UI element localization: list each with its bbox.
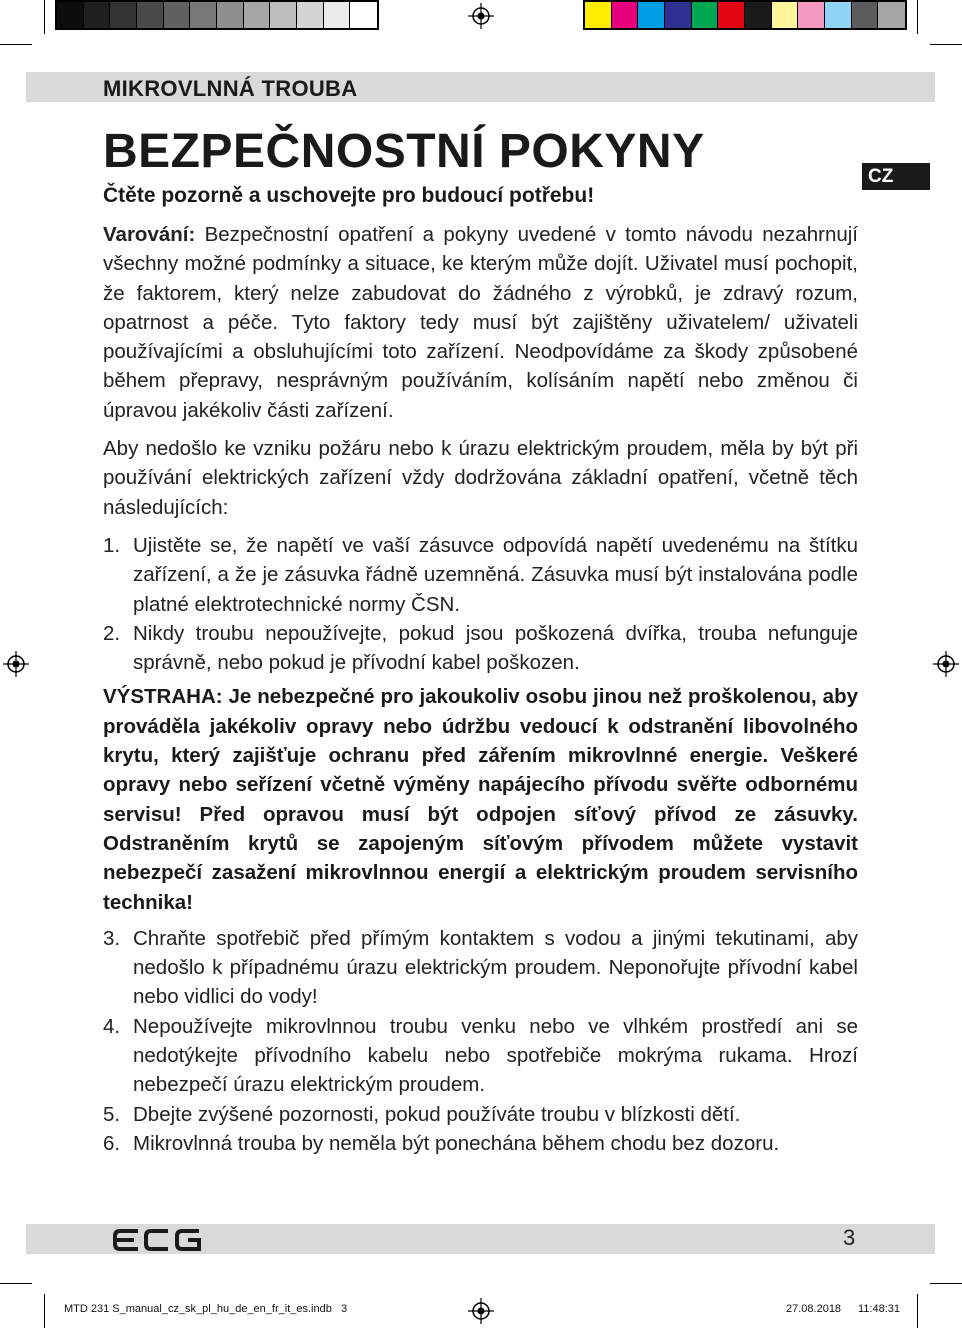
- list-item-text: Nepoužívejte mikrovlnnou troubu venku nebo ve vlhkém prostředí ani se nedotýkejte přívodního kabelu nebo spotřebiče mokrýma rukama. Hrozí nebezpečí úrazu elektrickým proudem.: [133, 1014, 858, 1097]
- color-swatch: [612, 2, 639, 28]
- process-color-bar: [583, 0, 907, 30]
- color-swatch: [190, 2, 217, 28]
- list-item-number: 5.: [103, 1102, 121, 1126]
- list-item: [103, 619, 858, 678]
- color-swatch: [745, 2, 772, 28]
- crop-mark: [0, 1283, 32, 1284]
- warning-paragraph: [103, 220, 858, 425]
- safety-list-a: [103, 531, 858, 677]
- registration-mark-icon: [933, 651, 959, 677]
- page-title: BEZPEČNOSTNÍ POKYNY: [103, 125, 705, 178]
- crop-mark: [930, 1283, 962, 1284]
- color-swatch: [692, 2, 719, 28]
- list-item-text: Mikrovlnná trouba by neměla být ponechána během chodu bez dozoru.: [133, 1131, 780, 1155]
- grayscale-color-bar: [55, 0, 379, 30]
- crop-mark: [0, 44, 32, 45]
- language-tag: CZ: [862, 163, 930, 190]
- registration-mark-icon: [468, 3, 494, 29]
- warning-label: Varování:: [103, 223, 196, 246]
- page-number: 3: [843, 1225, 856, 1250]
- crop-mark: [930, 44, 962, 45]
- color-swatch: [244, 2, 271, 28]
- color-swatch: [665, 2, 692, 28]
- list-item: [103, 531, 858, 619]
- color-swatch: [798, 2, 825, 28]
- color-swatch: [57, 2, 84, 28]
- list-item-number: 1.: [103, 533, 121, 557]
- slug-date: 27.08.2018: [786, 1303, 842, 1315]
- color-swatch: [164, 2, 191, 28]
- list-item-number: 6.: [103, 1131, 121, 1155]
- crop-mark: [44, 0, 45, 34]
- ecg-logo: [112, 1228, 202, 1252]
- color-swatch: [825, 2, 852, 28]
- warning-text: Bezpečnostní opatření a pokyny uvedené v tomto návodu nezahrnují všechny možné podmínky a situace, ke kterým může dojít. Uživatel musí pochopit, že faktorem, který nelze zabudovat do žádného z výrobků, je zdravý rozum, opatrnost a péče. Tyto faktory tedy musí být zajištěny uživatelem/ uživateli používajícími a obsluhujícími toto zařízení. Neodpovídáme za škody způsobené během přepravy, nesprávným používáním, kolísáním napětí nebo změnou či úpravou jakékoliv části zařízení.: [103, 223, 858, 422]
- color-swatch: [772, 2, 799, 28]
- slug-file-info: MTD 231 S_manual_cz_sk_pl_hu_de_en_fr_it_es.indb 3: [64, 1303, 348, 1315]
- page-subtitle: Čtěte pozorně a uschovejte pro budoucí potřebu!: [103, 184, 595, 207]
- crop-mark: [44, 1294, 45, 1328]
- list-item-text: Ujistěte se, že napětí ve vaší zásuvce odpovídá napětí uvedenému na štítku zařízení, a že je zásuvka řádně uzemněná. Zásuvka musí být instalována podle platné elektrotechnické normy ČSN.: [133, 533, 858, 616]
- color-swatch: [350, 2, 377, 28]
- list-item-text: Nikdy troubu nepoužívejte, pokud jsou poškozená dvířka, trouba nefunguje správně, nebo pokud je přívodní kabel poškozen.: [133, 621, 858, 675]
- color-swatch: [878, 2, 905, 28]
- list-item-number: 4.: [103, 1014, 121, 1038]
- color-swatch: [297, 2, 324, 28]
- color-swatch: [84, 2, 111, 28]
- list-item: [103, 924, 858, 1012]
- crop-mark: [917, 0, 918, 34]
- registration-mark-icon: [468, 1298, 494, 1324]
- color-swatch: [852, 2, 879, 28]
- color-swatch: [324, 2, 351, 28]
- color-swatch: [217, 2, 244, 28]
- color-swatch: [270, 2, 297, 28]
- color-swatch: [638, 2, 665, 28]
- list-item: [103, 1100, 858, 1129]
- crop-mark: [917, 1294, 918, 1328]
- color-swatch: [718, 2, 745, 28]
- section-title: MIKROVLNNÁ TROUBA: [103, 76, 358, 101]
- list-item-text: Dbejte zvýšené pozornosti, pokud používáte troubu v blízkosti dětí.: [133, 1102, 741, 1126]
- registration-mark-icon: [3, 651, 29, 677]
- page-content: [103, 122, 858, 1163]
- list-item-number: 3.: [103, 926, 121, 950]
- color-swatch: [110, 2, 137, 28]
- intro-paragraph: Aby nedošlo ke vzniku požáru nebo k úrazu elektrickým proudem, měla by být při používání elektrických zařízení vždy dodržována základní opatření, včetně těch následujících:: [103, 437, 858, 519]
- list-item-text: Chraňte spotřebič před přímým kontaktem s vodou a jinými tekutinami, aby nedošlo k případnému úrazu elektrickým proudem. Neponořujte přívodní kabel nebo vidlici do vody!: [133, 926, 858, 1009]
- list-item-number: 2.: [103, 621, 121, 645]
- list-item: [103, 1129, 858, 1158]
- color-swatch: [137, 2, 164, 28]
- list-item: [103, 1012, 858, 1100]
- slug-time: 11:48:31: [858, 1303, 901, 1315]
- safety-list-b: [103, 924, 858, 1158]
- caution-paragraph: VÝSTRAHA: Je nebezpečné pro jakoukoliv osobu jinou než proškolenou, aby prováděla jakékoliv opravy nebo údržbu vedoucí k odstranění libovolného krytu, který zajišťuje ochranu před zářením mikrovlnné energie. Veškeré opravy nebo seřízení včetně výměny napájecího přívodu svěřte odbornému servisu! Před opravou musí být odpojen síťový přívod ze zásuvky. Odstraněním krytů se zapojeným síťovým přívodem můžete vystavit nebezpečí zasažení mikrovlnnou energií a elektrickým proudem servisního technika!: [103, 685, 858, 914]
- color-swatch: [585, 2, 612, 28]
